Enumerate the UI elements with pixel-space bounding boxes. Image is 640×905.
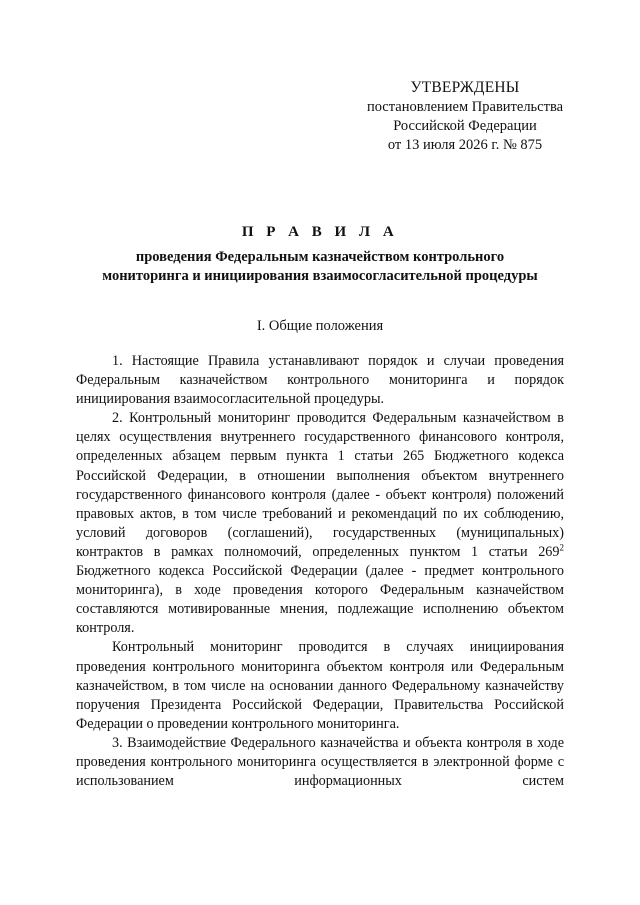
subtitle-line-2: мониторинга и инициирования взаимосогласительной процедуры [102,268,538,284]
approval-stamp [330,78,600,155]
document-title: П Р А В И Л А [241,224,399,240]
document-subtitle [60,248,580,286]
approval-line-2: Российской Федерации [393,118,537,134]
approval-date-line: от 13 июля 2026 г. № 875 [387,137,543,153]
approved-label: УТВЕРЖДЕНЫ [410,79,520,96]
paragraph-2-text-a: 2. Контрольный мониторинг проводится Федеральным казначейством в целях осуществления внутреннего государственного финансового контроля, определенных абзацем первым пункта 1 статьи 265 Бюджетного кодекса Российской Федерации, в отношении выполнения объектом внутреннего государственного финансового контроля (далее - объект контроля) положений правовых актов, в том числе требований и рекомендаций по их соблюдению, условий договоров (соглашений), государственных (муниципальных) контрактов в рамках полномочий, определенных пунктом 1 статьи 269 [76,410,564,560]
section-heading: I. Общие положения [256,318,384,334]
paragraph-2-text-b: Бюджетного кодекса Российской Федерации (далее - предмет контрольного мониторинга), в ходе проведения которого Федеральным казначейством составляются мотивированные мнения, подлежащие исполнению объектом контроля. [76,563,564,637]
paragraph-4: 3. Взаимодействие Федерального казначейства и объекта контроля в ходе проведения контрольного мониторинга осуществляется в электронной форме с использованием информационных систем [76,734,564,790]
paragraph-1: 1. Настоящие Правила устанавливают порядок и случаи проведения Федеральным казначейством контрольного мониторинга и порядок инициирования взаимосогласительной процедуры. [76,353,564,408]
subtitle-line-1: проведения Федеральным казначейством контрольного [135,249,505,265]
superscript-mark: 2 [559,542,564,553]
paragraph-3: Контрольный мониторинг проводится в случаях инициирования проведения контрольного мониторинга объектом контроля или Федеральным казначейством, в том числе на основании данного Федеральному казначейству поручения Президента Российской Федерации, Правительства Российской Федерации о проведении контрольного мониторинга. [76,639,564,732]
paragraph-2 [76,409,564,638]
document-body [76,352,564,791]
approval-line-1: постановлением Правительства [366,99,564,115]
